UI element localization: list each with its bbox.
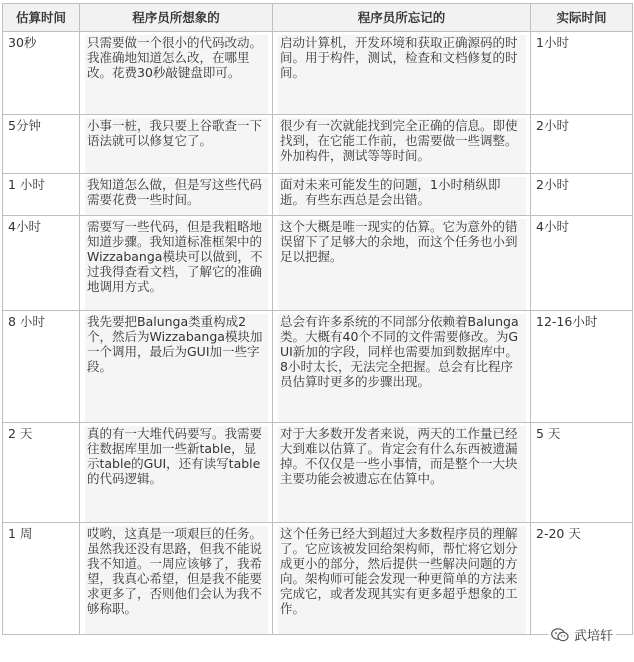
table-row [3,311,633,423]
forgot-cell [273,423,531,523]
imagined-text: 真的有一大堆代码要写。我需要往数据库里加一些新table，显示table的GUI，还有读写table的代码逻辑。 [85,426,268,522]
forgot-text: 很少有一次就能找到完全正确的信息。即使找到，在它能工作前，也需要做一些调整。外加构件，测试等等时间。 [278,118,526,173]
actual-cell: 1小时 [531,32,633,115]
forgot-cell [273,311,531,423]
forgot-text: 对于大多数开发者来说，两天的工作量已经大到难以估算了。肯定会有什么东西被遗漏掉。不仅仅是一些小事情，而是整个一大块主要功能会被遗忘在估算中。 [278,426,526,522]
estimate-cell: 1 周 [3,523,80,635]
imagined-cell [80,423,273,523]
imagined-cell [80,523,273,635]
forgot-cell [273,174,531,216]
imagined-cell [80,216,273,311]
actual-cell: 2-20 天 [531,523,633,635]
estimate-cell: 4小时 [3,216,80,311]
forgot-text: 这个任务已经大到超过大多数程序员的理解了。它应该被发回给架构师，帮忙将它划分成更小的部分，然后提供一些解决问题的方向。架构师可能会发现一种更简单的方法来完成它，或者发现其实有更多超乎想象的工作。 [278,526,526,634]
forgot-text: 面对未来可能发生的问题，1小时稍纵即逝。有些东西总是会出错。 [278,177,526,215]
estimate-cell: 8 小时 [3,311,80,423]
actual-cell: 5 天 [531,423,633,523]
imagined-cell [80,32,273,115]
header-actual: 实际时间 [531,4,633,32]
table-row [3,523,633,635]
forgot-cell [273,523,531,635]
imagined-cell [80,174,273,216]
imagined-text: 小事一桩，我只要上谷歌查一下语法就可以修复它了。 [85,118,268,173]
imagined-cell [80,115,273,174]
estimate-cell: 1 小时 [3,174,80,216]
table-row [3,32,633,115]
header-imagined: 程序员所想象的 [80,4,273,32]
table-row [3,174,633,216]
estimate-cell: 30秒 [3,32,80,115]
imagined-text: 哎哟，这真是一项艰巨的任务。虽然我还没有思路，但我不能说我不知道。一周应该够了，我希望，我真心希望，但是我不能要求更多了，否则他们会认为我不够称职。 [85,526,268,634]
estimate-cell: 2 天 [3,423,80,523]
estimate-cell: 5分钟 [3,115,80,174]
actual-cell: 2小时 [531,174,633,216]
table-row [3,423,633,523]
imagined-text: 我先要把Balunga类重构成2个，然后为Wizzabanga模块加一个调用，最后为GUI加一些字段。 [85,314,268,422]
forgot-cell [273,115,531,174]
watermark [548,624,616,645]
forgot-text: 总会有许多系统的不同部分依赖着Balunga类。大概有40个不同的文件需要修改。为GUI新加的字段，同样也需要加到数据库中。8小时太长，无法完全把握。总会有比程序员估算时更多的步骤出现。 [278,314,526,422]
table-header-row [3,4,633,32]
actual-cell: 4小时 [531,216,633,311]
estimation-table [2,3,633,635]
header-forgot: 程序员所忘记的 [273,4,531,32]
imagined-cell [80,311,273,423]
forgot-cell [273,32,531,115]
wechat-icon [551,628,569,642]
watermark-text: 武培轩 [574,625,613,644]
forgot-cell [273,216,531,311]
forgot-text: 启动计算机，开发环境和获取正确源码的时间。用于构件，测试，检查和文档修复的时间。 [278,35,526,114]
table-row [3,115,633,174]
header-estimate: 估算时间 [3,4,80,32]
forgot-text: 这个大概是唯一现实的估算。它为意外的错误留下了足够大的余地，而这个任务也小到足以把握。 [278,219,526,310]
table-row [3,216,633,311]
actual-cell: 2小时 [531,115,633,174]
imagined-text: 我知道怎么做，但是写这些代码需要花费一些时间。 [85,177,268,215]
actual-cell: 12-16小时 [531,311,633,423]
imagined-text: 需要写一些代码，但是我粗略地知道步骤。我知道标准框架中的Wizzabanga模块可以做到，不过我得查看文档，了解它的准确地调用方式。 [85,219,268,310]
imagined-text: 只需要做一个很小的代码改动。我准确地知道怎么改，在哪里改。花费30秒敲键盘即可。 [85,35,268,114]
